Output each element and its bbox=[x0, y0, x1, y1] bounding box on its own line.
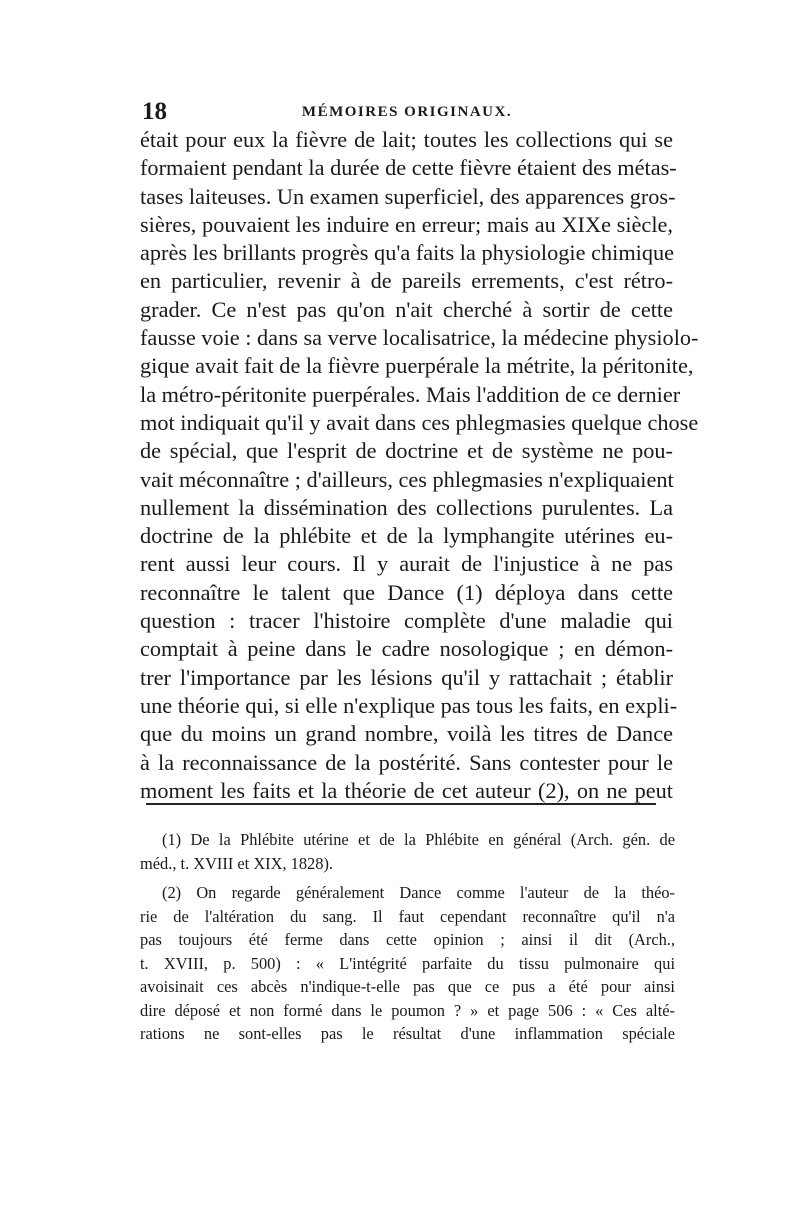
body-line: grader. Ce n'est pas qu'on n'ait cherché à sortir de cette bbox=[140, 296, 673, 322]
body-line: question : tracer l'histoire complète d'une maladie qui bbox=[140, 608, 673, 634]
footnote-line: rations ne sont-elles pas le résultat d'une inflammation spéciale bbox=[140, 1024, 675, 1043]
body-line: fausse voie : dans sa verve localisatrice, la médecine physiolo- bbox=[140, 325, 699, 351]
body-line: après les brillants progrès qu'a faits la physiologie chimique bbox=[140, 240, 675, 266]
body-line: nullement la dissémination des collections purulentes. La bbox=[140, 494, 673, 520]
body-line: doctrine de la phlébite et de la lymphangite utérines eu- bbox=[140, 523, 673, 549]
body-line: tases laiteuses. Un examen superficiel, des apparences gros- bbox=[140, 183, 676, 209]
body-line: vait méconnaître ; d'ailleurs, ces phlegmasies n'expliquaient bbox=[140, 466, 674, 492]
body-line: mot indiquait qu'il y avait dans ces phlegmasies quelque chose bbox=[140, 409, 699, 435]
footnote-line: pas toujours été ferme dans cette opinion ; ainsi il dit (Arch., bbox=[140, 930, 675, 949]
body-line: la métro-péritonite puerpérales. Mais l'addition de ce dernier bbox=[140, 381, 681, 407]
footnote-line: (1) De la Phlébite utérine et de la Phlébite en général (Arch. gén. de bbox=[162, 830, 675, 849]
footnote-line: méd., t. XVIII et XIX, 1828). bbox=[140, 853, 333, 873]
footnote-line: avoisinait ces abcès n'indique-t-elle pas que ce pus a été pour ainsi bbox=[140, 977, 675, 996]
body-line: rent aussi leur cours. Il y aurait de l'injustice à ne pas bbox=[140, 551, 673, 577]
body-line: une théorie qui, si elle n'explique pas tous les faits, en expli- bbox=[140, 692, 678, 718]
body-line: gique avait fait de la fièvre puerpérale la métrite, la péritonite, bbox=[140, 353, 694, 379]
body-line: en particulier, revenir à de pareils errements, c'est rétro- bbox=[140, 268, 673, 294]
body-line: à la reconnaissance de la postérité. Sans contester pour le bbox=[140, 749, 673, 775]
footnote-line: t. XVIII, p. 500) : « L'intégrité parfaite du tissu pulmonaire qui bbox=[140, 953, 675, 973]
footnote-1 bbox=[140, 828, 675, 875]
body-line: de spécial, que l'esprit de doctrine et de système ne pou- bbox=[140, 438, 673, 464]
body-text bbox=[140, 126, 699, 805]
page-number: 18 bbox=[142, 98, 167, 125]
body-line: reconnaître le talent que Dance (1) déploya dans cette bbox=[140, 579, 673, 605]
body-line: était pour eux la fièvre de lait; toutes les collections qui se bbox=[140, 127, 673, 152]
body-line: trer l'importance par les lésions qu'il y rattachait ; établir bbox=[140, 664, 673, 690]
body-line: que du moins un grand nombre, voilà les titres de Dance bbox=[140, 721, 673, 747]
body-line: sières, pouvaient les induire en erreur; mais au XIXe siècle, bbox=[140, 211, 673, 237]
running-title: MÉMOIRES ORIGINAUX. bbox=[301, 104, 513, 120]
footnote-line: dire déposé et non formé dans le poumon ? » et page 506 : « Ces alté- bbox=[140, 1000, 675, 1020]
footnotes bbox=[140, 828, 675, 1052]
body-line: formaient pendant la durée de cette fièvre étaient des métas- bbox=[140, 155, 677, 181]
body-line: comptait à peine dans le cadre nosologique ; en démon- bbox=[140, 636, 673, 662]
body-line: moment les faits et la théorie de cet auteur (2), on ne peut bbox=[140, 777, 673, 803]
footnote-line: (2) On regarde généralement Dance comme l'auteur de la théo- bbox=[162, 883, 675, 902]
footnote-2 bbox=[140, 881, 675, 1046]
footnote-divider bbox=[146, 803, 656, 805]
footnote-line: rie de l'altération du sang. Il faut cependant reconnaître qu'il n'a bbox=[140, 906, 675, 926]
